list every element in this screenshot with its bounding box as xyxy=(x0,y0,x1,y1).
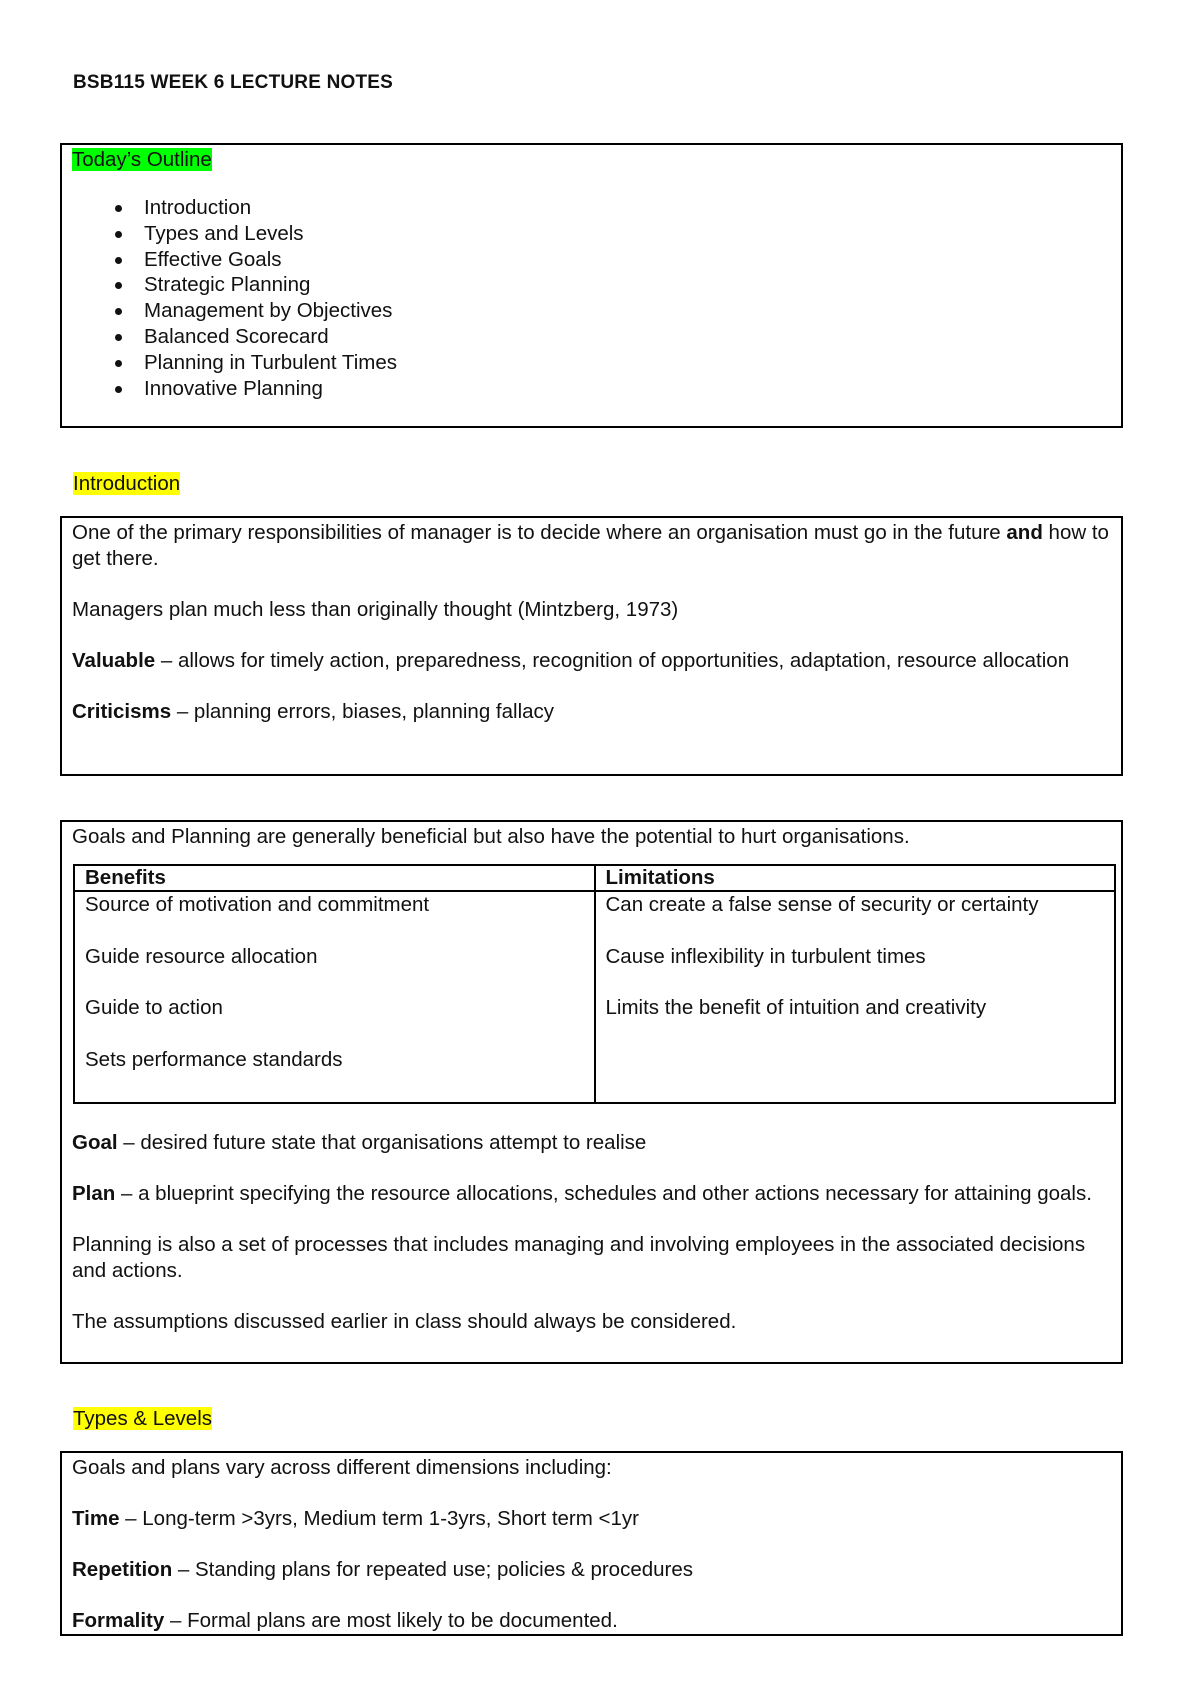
types-heading xyxy=(73,1407,212,1431)
list-item: Strategic Planning xyxy=(112,272,1111,298)
repetition-paragraph xyxy=(72,1557,1111,1583)
benefit-item: Sets performance standards xyxy=(85,1047,343,1071)
plan-term: Plan xyxy=(72,1182,116,1205)
introduction-heading-text: Introduction xyxy=(73,472,181,495)
goal-term: Goal xyxy=(72,1131,118,1154)
valuable-paragraph xyxy=(72,648,1111,674)
assumptions-paragraph: The assumptions discussed earlier in class should always be considered. xyxy=(72,1310,737,1333)
list-item: Management by Objectives xyxy=(112,298,1111,324)
repetition-term: Repetition xyxy=(72,1558,173,1581)
mintzberg-paragraph: Managers plan much less than originally thought (Mintzberg, 1973) xyxy=(72,598,679,621)
page-title: BSB115 WEEK 6 LECTURE NOTES xyxy=(73,72,394,93)
valuable-term: Valuable xyxy=(72,649,156,672)
goal-text: – desired future state that organisations attempt to realise xyxy=(117,1131,647,1154)
introduction-heading xyxy=(73,472,180,496)
list-item: Types and Levels xyxy=(112,221,1111,247)
outline-box xyxy=(60,143,1123,428)
processes-paragraph: Planning is also a set of processes that includes managing and involving employees in the associated decisions and actions. xyxy=(72,1233,1086,1282)
limitations-cell xyxy=(595,891,1116,1103)
benefits-cell xyxy=(74,891,595,1103)
benefit-item: Guide resource allocation xyxy=(85,944,318,968)
criticisms-term: Criticisms xyxy=(72,700,172,723)
list-item: Balanced Scorecard xyxy=(112,324,1111,350)
time-paragraph xyxy=(72,1506,1111,1532)
outline-heading: Today’s Outline xyxy=(72,148,212,171)
plan-definition xyxy=(72,1181,1111,1207)
table-header-row xyxy=(74,865,1115,891)
time-term: Time xyxy=(72,1507,120,1530)
criticisms-paragraph xyxy=(72,699,1111,725)
goals-box xyxy=(60,820,1123,1364)
limitation-item: Can create a false sense of security or certainty xyxy=(605,893,1039,916)
text-run: One of the primary responsibilities of manager is to decide where an organisation must go in the future xyxy=(72,521,1007,544)
goals-intro: Goals and Planning are generally beneficial but also have the potential to hurt organisations. xyxy=(72,825,910,848)
limitation-item: Limits the benefit of intuition and creativity xyxy=(605,996,987,1019)
table-header: Benefits xyxy=(74,865,595,891)
outline-list xyxy=(72,195,1111,401)
valuable-text: – allows for timely action, preparedness, recognition of opportunities, adaptation, resource allocation xyxy=(155,649,1070,672)
types-box xyxy=(60,1451,1123,1636)
table-header: Limitations xyxy=(595,865,1116,891)
list-item: Planning in Turbulent Times xyxy=(112,350,1111,376)
benefit-item: Guide to action xyxy=(85,996,223,1019)
formality-text: – Formal plans are most likely to be documented. xyxy=(164,1609,618,1632)
types-heading-text: Types & Levels xyxy=(73,1407,213,1430)
formality-term: Formality xyxy=(72,1609,165,1632)
plan-text: – a blueprint specifying the resource allocations, schedules and other actions necessary for attaining goals. xyxy=(115,1182,1092,1205)
introduction-box xyxy=(60,516,1123,776)
text-run: how to get there. xyxy=(72,521,1109,570)
bold-run: and xyxy=(1006,521,1043,544)
limitation-item: Cause inflexibility in turbulent times xyxy=(605,944,926,968)
table-row xyxy=(74,891,1115,1103)
time-text: – Long-term >3yrs, Medium term 1-3yrs, Short term <1yr xyxy=(119,1507,639,1530)
formality-paragraph xyxy=(72,1608,1111,1634)
goal-definition xyxy=(72,1130,1111,1156)
benefit-item: Source of motivation and commitment xyxy=(85,893,430,916)
types-intro: Goals and plans vary across different dimensions including: xyxy=(72,1456,612,1479)
list-item: Introduction xyxy=(112,195,1111,221)
list-item: Effective Goals xyxy=(112,247,1111,273)
benefits-limitations-table xyxy=(73,864,1116,1104)
repetition-text: – Standing plans for repeated use; policies & procedures xyxy=(172,1558,694,1581)
list-item: Innovative Planning xyxy=(112,376,1111,402)
introduction-paragraph xyxy=(72,520,1111,572)
criticisms-text: – planning errors, biases, planning fallacy xyxy=(171,700,555,723)
